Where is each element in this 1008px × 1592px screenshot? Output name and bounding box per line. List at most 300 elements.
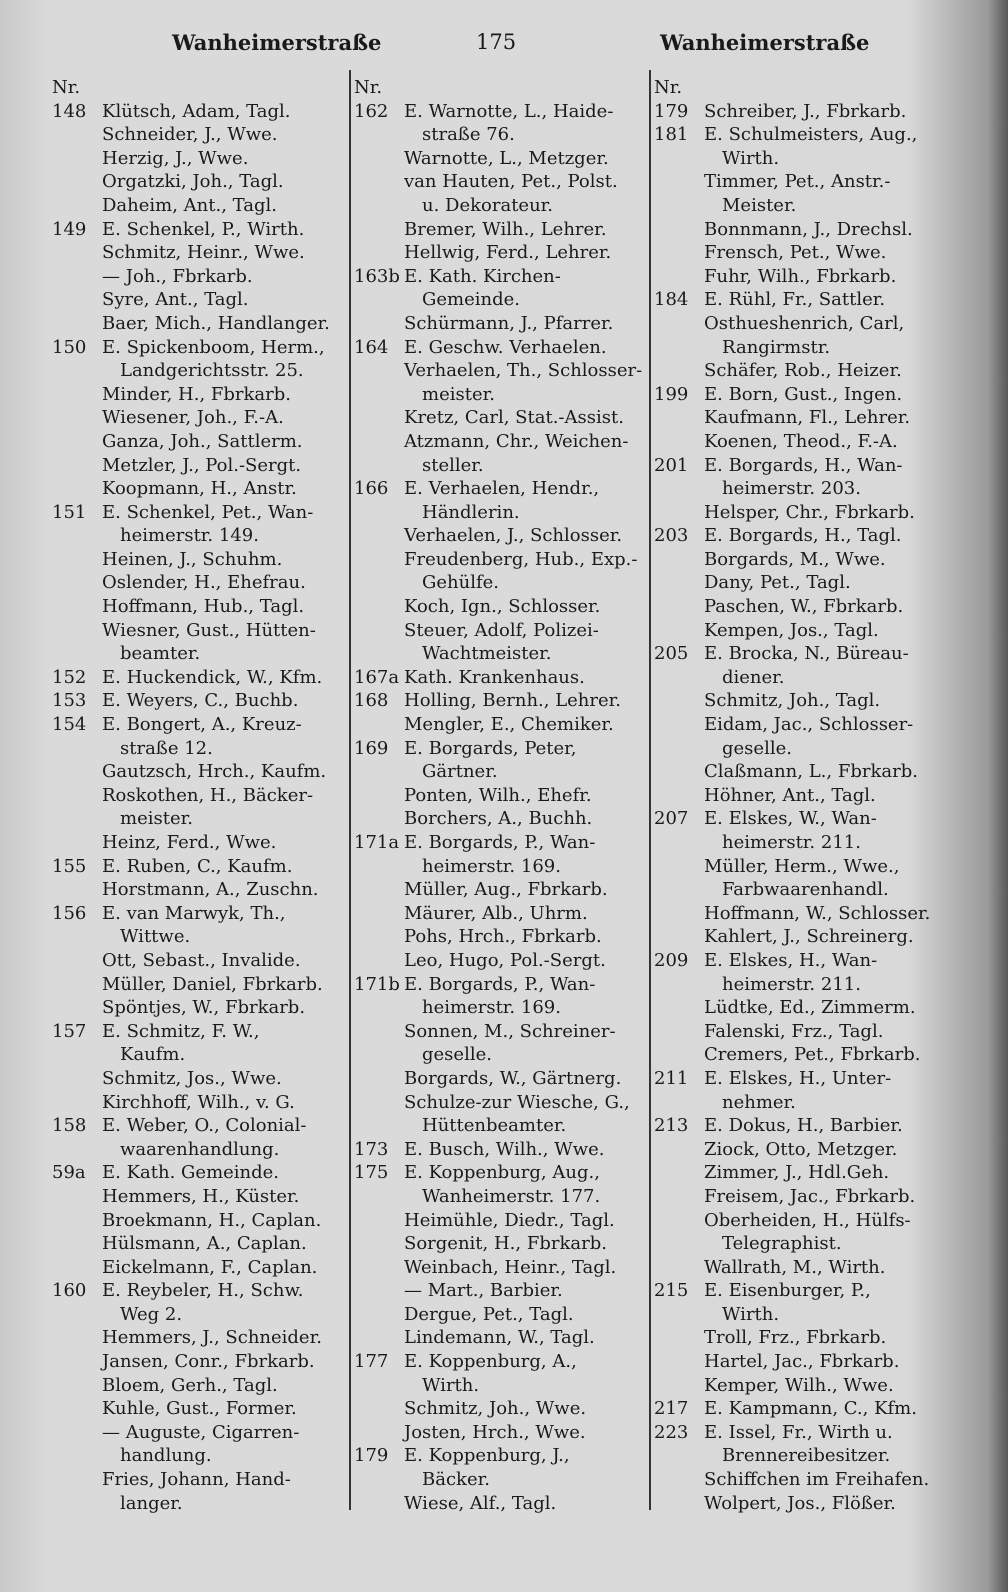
- directory-line: [354, 878, 648, 902]
- directory-line: [654, 477, 954, 501]
- entry-text: Fuhr, Wilh., Fbrkarb.: [704, 265, 897, 287]
- directory-line: [52, 548, 348, 572]
- house-number: 59a: [52, 1162, 86, 1184]
- directory-line: [354, 1303, 648, 1327]
- entry-text: Koenen, Theod., F.-A.: [704, 430, 898, 452]
- entry-continuation: geselle.: [722, 737, 792, 759]
- directory-line: [654, 760, 954, 784]
- directory-line: [354, 1256, 648, 1280]
- directory-line: [52, 406, 348, 430]
- directory-line: [354, 949, 648, 973]
- entry-continuation: meister.: [422, 383, 495, 405]
- entry-continuation: geselle.: [422, 1044, 492, 1066]
- entry-text: Ziock, Otto, Metzger.: [704, 1138, 898, 1160]
- house-number: 203: [654, 525, 689, 547]
- directory-line: [354, 336, 648, 360]
- entry-text: E. Elskes, H., Unter-: [704, 1067, 892, 1089]
- directory-line: [354, 807, 648, 831]
- directory-line: [52, 784, 348, 808]
- house-number: 199: [654, 383, 689, 405]
- entry-text: E. Weyers, C., Buchb.: [102, 690, 299, 712]
- entry-continuation: Wirth.: [722, 147, 780, 169]
- entry-text: Minder, H., Fbrkarb.: [102, 383, 291, 405]
- entry-continuation: meister.: [120, 808, 193, 830]
- directory-line: [354, 194, 648, 218]
- directory-line: [354, 902, 648, 926]
- house-number: 175: [354, 1162, 389, 1184]
- directory-line: [654, 973, 954, 997]
- directory-line: [52, 501, 348, 525]
- nr-header: Nr.: [52, 77, 81, 98]
- directory-line: [354, 1397, 648, 1421]
- directory-line: [654, 1185, 954, 1209]
- entry-text: Orgatzki, Joh., Tagl.: [102, 171, 284, 193]
- directory-line: [52, 973, 348, 997]
- house-number: 169: [354, 737, 389, 759]
- entry-text: Frensch, Pet., Wwe.: [704, 242, 887, 264]
- directory-line: [354, 406, 648, 430]
- entry-continuation: Rangirmstr.: [722, 336, 831, 358]
- entry-continuation: waarenhandlung.: [120, 1138, 280, 1160]
- entry-text: Schreiber, J., Fbrkarb.: [704, 100, 907, 122]
- entry-continuation: Bäcker.: [422, 1469, 490, 1491]
- entry-continuation: Wanheimerstr. 177.: [422, 1185, 601, 1207]
- entry-continuation: Farbwaarenhandl.: [722, 879, 889, 901]
- directory-line: [52, 100, 348, 124]
- entry-continuation: Gehülfe.: [422, 572, 500, 594]
- house-number: 150: [52, 336, 87, 358]
- entry-text: Kuhle, Gust., Former.: [102, 1398, 297, 1420]
- directory-line: [52, 1232, 348, 1256]
- entry-text: Kempen, Jos., Tagl.: [704, 619, 879, 641]
- entry-continuation: Landgerichtsstr. 25.: [120, 360, 304, 382]
- directory-line: [654, 784, 954, 808]
- directory-line: [52, 218, 348, 242]
- entry-text: Koopmann, H., Anstr.: [102, 478, 297, 500]
- entry-text: Sorgenit, H., Fbrkarb.: [404, 1233, 607, 1255]
- directory-line: [52, 194, 348, 218]
- entry-text: Kaufmann, Fl., Lehrer.: [704, 407, 911, 429]
- entry-text: E. Issel, Fr., Wirth u.: [704, 1421, 893, 1443]
- house-number: 223: [654, 1421, 689, 1443]
- entry-text: E. Borgards, P., Wan-: [404, 973, 596, 995]
- directory-line: [354, 501, 648, 525]
- directory-line: [354, 454, 648, 478]
- entry-text: Claßmann, L., Fbrkarb.: [704, 761, 918, 783]
- house-number: 160: [52, 1280, 87, 1302]
- directory-line: [52, 265, 348, 289]
- entry-text: E. Koppenburg, J.,: [404, 1445, 570, 1467]
- directory-line: [354, 689, 648, 713]
- directory-line: [654, 1350, 954, 1374]
- entry-text: Lindemann, W., Tagl.: [404, 1327, 595, 1349]
- entry-text: Kemper, Wilh., Wwe.: [704, 1374, 894, 1396]
- directory-line: [52, 1091, 348, 1115]
- directory-line: [654, 123, 954, 147]
- entry-text: — Mart., Barbier.: [404, 1280, 563, 1302]
- directory-line: [654, 619, 954, 643]
- directory-line: [354, 1421, 648, 1445]
- entry-text: Ott, Sebast., Invalide.: [102, 949, 301, 971]
- house-number: 207: [654, 808, 689, 830]
- nr-header: Nr.: [354, 77, 383, 98]
- directory-line: [354, 973, 648, 997]
- house-number: 162: [354, 100, 389, 122]
- house-number: 167a: [354, 666, 400, 688]
- entry-text: Lüdtke, Ed., Zimmerm.: [704, 997, 916, 1019]
- entry-text: E. Borgards, Peter,: [404, 737, 577, 759]
- entry-continuation: Kaufm.: [120, 1044, 186, 1066]
- entry-continuation: diener.: [722, 666, 785, 688]
- directory-line: [654, 406, 954, 430]
- entry-text: Wallrath, M., Wirth.: [704, 1256, 886, 1278]
- entry-continuation: u. Dekorateur.: [422, 194, 554, 216]
- house-number: 171b: [354, 973, 400, 995]
- directory-line: [52, 1185, 348, 1209]
- house-number: 211: [654, 1067, 689, 1089]
- directory-line: [654, 100, 954, 124]
- directory-line: [52, 1067, 348, 1091]
- entry-text: Falenski, Frz., Tagl.: [704, 1020, 884, 1042]
- directory-line: [52, 336, 348, 360]
- entry-text: Kretz, Carl, Stat.-Assist.: [404, 407, 624, 429]
- entry-text: E. Huckendick, W., Kfm.: [102, 666, 323, 688]
- entry-text: — Joh., Fbrkarb.: [102, 265, 253, 287]
- house-number: 184: [654, 289, 689, 311]
- entry-text: Freudenberg, Hub., Exp.-: [404, 548, 638, 570]
- directory-line: [52, 855, 348, 879]
- directory-line: [654, 430, 954, 454]
- directory-line: [354, 312, 648, 336]
- entry-text: Hartel, Jac., Fbrkarb.: [704, 1351, 900, 1373]
- directory-line: [654, 902, 954, 926]
- entry-continuation: heimerstr. 203.: [722, 478, 861, 500]
- column-divider: [349, 70, 351, 1510]
- directory-line: [654, 1256, 954, 1280]
- directory-line: [654, 336, 954, 360]
- directory-line: [52, 1161, 348, 1185]
- house-number: 153: [52, 690, 87, 712]
- entry-text: Schulze-zur Wiesche, G.,: [404, 1091, 630, 1113]
- directory-line: [654, 1397, 954, 1421]
- directory-line: [654, 1138, 954, 1162]
- entry-text: Mengler, E., Chemiker.: [404, 714, 614, 736]
- directory-line: [52, 1326, 348, 1350]
- directory-line: [354, 1209, 648, 1233]
- entry-text: E. Busch, Wilh., Wwe.: [404, 1138, 605, 1160]
- directory-line: [52, 1256, 348, 1280]
- directory-line: [52, 1374, 348, 1398]
- house-number: 151: [52, 501, 87, 523]
- entry-text: E. Elskes, W., Wan-: [704, 808, 877, 830]
- entry-continuation: Gemeinde.: [422, 289, 520, 311]
- house-number: 173: [354, 1138, 389, 1160]
- entry-text: Wolpert, Jos., Flößer.: [704, 1492, 896, 1514]
- entry-text: E. Bongert, A., Kreuz-: [102, 714, 302, 736]
- directory-line: [52, 1020, 348, 1044]
- directory-line: [354, 524, 648, 548]
- directory-line: [354, 1043, 648, 1067]
- directory-line: [654, 807, 954, 831]
- entry-text: E. Schenkel, P., Wirth.: [102, 218, 305, 240]
- entry-text: Bremer, Wilh., Lehrer.: [404, 218, 607, 240]
- directory-line: [654, 524, 954, 548]
- entry-text: Koch, Ign., Schlosser.: [404, 596, 601, 618]
- entry-text: Dergue, Pet., Tagl.: [404, 1303, 574, 1325]
- entry-continuation: Wittwe.: [120, 926, 191, 948]
- directory-line: [654, 1421, 954, 1445]
- directory-line: [654, 241, 954, 265]
- directory-line: [354, 1468, 648, 1492]
- entry-text: Timmer, Pet., Anstr.-: [704, 171, 891, 193]
- directory-line: [354, 123, 648, 147]
- directory-line: [354, 1067, 648, 1091]
- entry-continuation: heimerstr. 149.: [120, 525, 259, 547]
- directory-line: [52, 831, 348, 855]
- directory-line: [654, 737, 954, 761]
- directory-line: [52, 595, 348, 619]
- house-number: 154: [52, 714, 87, 736]
- entry-list: [654, 100, 954, 1516]
- entry-text: Müller, Aug., Fbrkarb.: [404, 879, 608, 901]
- directory-line: [654, 1091, 954, 1115]
- directory-line: [654, 147, 954, 171]
- directory-line: [52, 1468, 348, 1492]
- directory-line: [52, 1138, 348, 1162]
- entry-text: van Hauten, Pet., Polst.: [404, 171, 618, 193]
- entry-text: Verhaelen, J., Schlosser.: [404, 525, 623, 547]
- directory-line: [52, 123, 348, 147]
- directory-line: [654, 1492, 954, 1516]
- entry-text: Oslender, H., Ehefrau.: [102, 572, 306, 594]
- directory-line: [52, 925, 348, 949]
- header-street-left: Wanheimerstraße: [172, 30, 382, 55]
- entry-text: Herzig, J., Wwe.: [102, 147, 249, 169]
- directory-line: [654, 1374, 954, 1398]
- directory-line: [52, 878, 348, 902]
- entry-text: E. Rühl, Fr., Sattler.: [704, 289, 886, 311]
- entry-continuation: straße 12.: [120, 737, 213, 759]
- directory-line: [354, 595, 648, 619]
- entry-text: Heinz, Ferd., Wwe.: [102, 832, 277, 853]
- directory-line: [354, 1374, 648, 1398]
- house-number: 148: [52, 100, 87, 122]
- entry-text: Troll, Frz., Fbrkarb.: [704, 1327, 887, 1349]
- entry-text: Steuer, Adolf, Polizei-: [404, 619, 599, 641]
- entry-text: Klütsch, Adam, Tagl.: [102, 100, 291, 122]
- entry-text: Hoffmann, W., Schlosser.: [704, 902, 931, 924]
- directory-line: [654, 501, 954, 525]
- entry-text: Schmitz, Heinr., Wwe.: [102, 242, 305, 264]
- entry-text: E. Kath. Kirchen-: [404, 265, 561, 287]
- directory-line: [52, 524, 348, 548]
- entry-text: Roskothen, H., Bäcker-: [102, 784, 314, 806]
- entry-text: E. Koppenburg, Aug.,: [404, 1162, 600, 1184]
- column-3: [654, 76, 954, 1515]
- entry-continuation: Meister.: [722, 194, 797, 216]
- entry-text: Paschen, W., Fbrkarb.: [704, 596, 904, 618]
- directory-line: [354, 1279, 648, 1303]
- entry-text: — Auguste, Cigarren-: [102, 1421, 300, 1443]
- entry-text: Wiese, Alf., Tagl.: [404, 1492, 557, 1514]
- entry-text: E. Brocka, N., Büreau-: [704, 643, 909, 665]
- entry-text: Fries, Johann, Hand-: [102, 1469, 291, 1491]
- directory-line: [354, 1444, 648, 1468]
- nr-header: Nr.: [654, 77, 683, 98]
- directory-line: [52, 1114, 348, 1138]
- entry-text: Borchers, A., Buchh.: [404, 808, 593, 830]
- directory-line: [52, 312, 348, 336]
- directory-line: [354, 265, 648, 289]
- directory-line: [354, 1492, 648, 1516]
- directory-line: [654, 1279, 954, 1303]
- directory-line: [52, 383, 348, 407]
- entry-text: Müller, Herm., Wwe.,: [704, 855, 900, 877]
- house-number: 149: [52, 218, 87, 240]
- entry-text: Warnotte, L., Metzger.: [404, 147, 609, 169]
- directory-line: [52, 1209, 348, 1233]
- entry-text: E. Elskes, H., Wan-: [704, 949, 878, 971]
- house-number: 217: [654, 1398, 689, 1420]
- directory-line: [354, 1232, 648, 1256]
- directory-line: [654, 194, 954, 218]
- directory-line: [354, 831, 648, 855]
- directory-line: [354, 855, 648, 879]
- entry-continuation: Weg 2.: [120, 1303, 183, 1325]
- entry-text: Pohs, Hrch., Fbrkarb.: [404, 926, 602, 948]
- entry-text: Schürmann, J., Pfarrer.: [404, 312, 614, 334]
- directory-line: [654, 312, 954, 336]
- entry-text: Baer, Mich., Handlanger.: [102, 312, 330, 334]
- entry-text: Leo, Hugo, Pol.-Sergt.: [404, 949, 606, 971]
- entry-text: Jansen, Conr., Fbrkarb.: [102, 1351, 315, 1373]
- directory-line: [654, 949, 954, 973]
- column-2: [354, 76, 648, 1515]
- house-number: 213: [654, 1115, 689, 1137]
- entry-text: Schmitz, Joh., Wwe.: [404, 1398, 587, 1420]
- entry-text: Höhner, Ant., Tagl.: [704, 784, 876, 806]
- directory-line: [354, 477, 648, 501]
- directory-line: [52, 619, 348, 643]
- house-number: 157: [52, 1020, 87, 1042]
- entry-text: Hemmers, J., Schneider.: [102, 1327, 322, 1349]
- directory-line: [654, 642, 954, 666]
- directory-line: [654, 1114, 954, 1138]
- entry-text: Mäurer, Alb., Uhrm.: [404, 902, 588, 924]
- directory-line: [654, 1444, 954, 1468]
- directory-line: [52, 1421, 348, 1445]
- house-number: 152: [52, 666, 87, 688]
- directory-line: [654, 878, 954, 902]
- directory-line: [354, 1138, 648, 1162]
- entry-continuation: heimerstr. 211.: [722, 973, 861, 995]
- entry-continuation: Hüttenbeamter.: [422, 1115, 567, 1137]
- directory-line: [354, 383, 648, 407]
- entry-continuation: heimerstr. 169.: [422, 997, 561, 1019]
- entry-text: Hellwig, Ferd., Lehrer.: [404, 242, 612, 264]
- directory-line: [52, 737, 348, 761]
- entry-text: E. Geschw. Verhaelen.: [404, 336, 607, 358]
- directory-line: [654, 595, 954, 619]
- directory-line: [52, 170, 348, 194]
- directory-line: [354, 147, 648, 171]
- directory-line: [52, 1444, 348, 1468]
- directory-line: [354, 100, 648, 124]
- house-number: 209: [654, 949, 689, 971]
- house-number: 205: [654, 643, 689, 665]
- directory-line: [654, 454, 954, 478]
- entry-text: E. Verhaelen, Hendr.,: [404, 478, 600, 500]
- entry-continuation: Gärtner.: [422, 761, 498, 783]
- directory-line: [354, 619, 648, 643]
- directory-line: [354, 1161, 648, 1185]
- house-number: 179: [354, 1445, 389, 1467]
- entry-text: E. Borgards, H., Tagl.: [704, 525, 902, 547]
- entry-continuation: Wachtmeister.: [422, 643, 552, 665]
- directory-line: [52, 996, 348, 1020]
- entry-text: Oberheiden, H., Hülfs-: [704, 1209, 911, 1231]
- directory-line: [354, 241, 648, 265]
- directory-line: [354, 925, 648, 949]
- entry-text: Heinen, J., Schuhm.: [102, 548, 283, 570]
- directory-line: [52, 1350, 348, 1374]
- directory-line: [52, 807, 348, 831]
- directory-line: [654, 265, 954, 289]
- directory-line: [52, 642, 348, 666]
- house-number: 163b: [354, 265, 400, 287]
- entry-text: Hülsmann, A., Caplan.: [102, 1233, 307, 1255]
- directory-line: [354, 1020, 648, 1044]
- entry-text: E. Spickenboom, Herm.,: [102, 336, 325, 358]
- entry-text: E. Schmitz, F. W.,: [102, 1020, 260, 1042]
- directory-line: [654, 855, 954, 879]
- entry-text: E. Schenkel, Pet., Wan-: [102, 501, 314, 523]
- house-number: 215: [654, 1280, 689, 1302]
- entry-text: Ganza, Joh., Sattlerm.: [102, 430, 303, 452]
- house-number: 156: [52, 902, 87, 924]
- entry-text: Heimühle, Diedr., Tagl.: [404, 1209, 615, 1231]
- directory-line: [654, 359, 954, 383]
- directory-line: [654, 170, 954, 194]
- entry-continuation: steller.: [422, 454, 484, 476]
- entry-text: E. Eisenburger, P.,: [704, 1280, 871, 1302]
- page-header: [0, 24, 1008, 64]
- directory-line: [52, 1397, 348, 1421]
- entry-continuation: langer.: [120, 1492, 183, 1514]
- house-number: 171a: [354, 832, 400, 853]
- entry-text: Schneider, J., Wwe.: [102, 124, 278, 146]
- directory-line: [52, 477, 348, 501]
- column-divider: [649, 70, 651, 1510]
- directory-line: [52, 1492, 348, 1516]
- directory-line: [52, 454, 348, 478]
- entry-text: E. Born, Gust., Ingen.: [704, 383, 903, 405]
- directory-line: [654, 383, 954, 407]
- entry-text: E. Borgards, P., Wan-: [404, 832, 596, 853]
- entry-continuation: Brennereibesitzer.: [722, 1445, 891, 1467]
- entry-continuation: heimerstr. 211.: [722, 832, 861, 853]
- directory-line: [654, 1209, 954, 1233]
- directory-line: [654, 689, 954, 713]
- entry-text: Daheim, Ant., Tagl.: [102, 194, 278, 216]
- directory-line: [654, 1067, 954, 1091]
- directory-line: [354, 1350, 648, 1374]
- directory-line: [52, 666, 348, 690]
- directory-line: [52, 760, 348, 784]
- directory-line: [354, 760, 648, 784]
- entry-text: Müller, Daniel, Fbrkarb.: [102, 973, 323, 995]
- entry-text: Horstmann, A., Zuschn.: [102, 879, 319, 901]
